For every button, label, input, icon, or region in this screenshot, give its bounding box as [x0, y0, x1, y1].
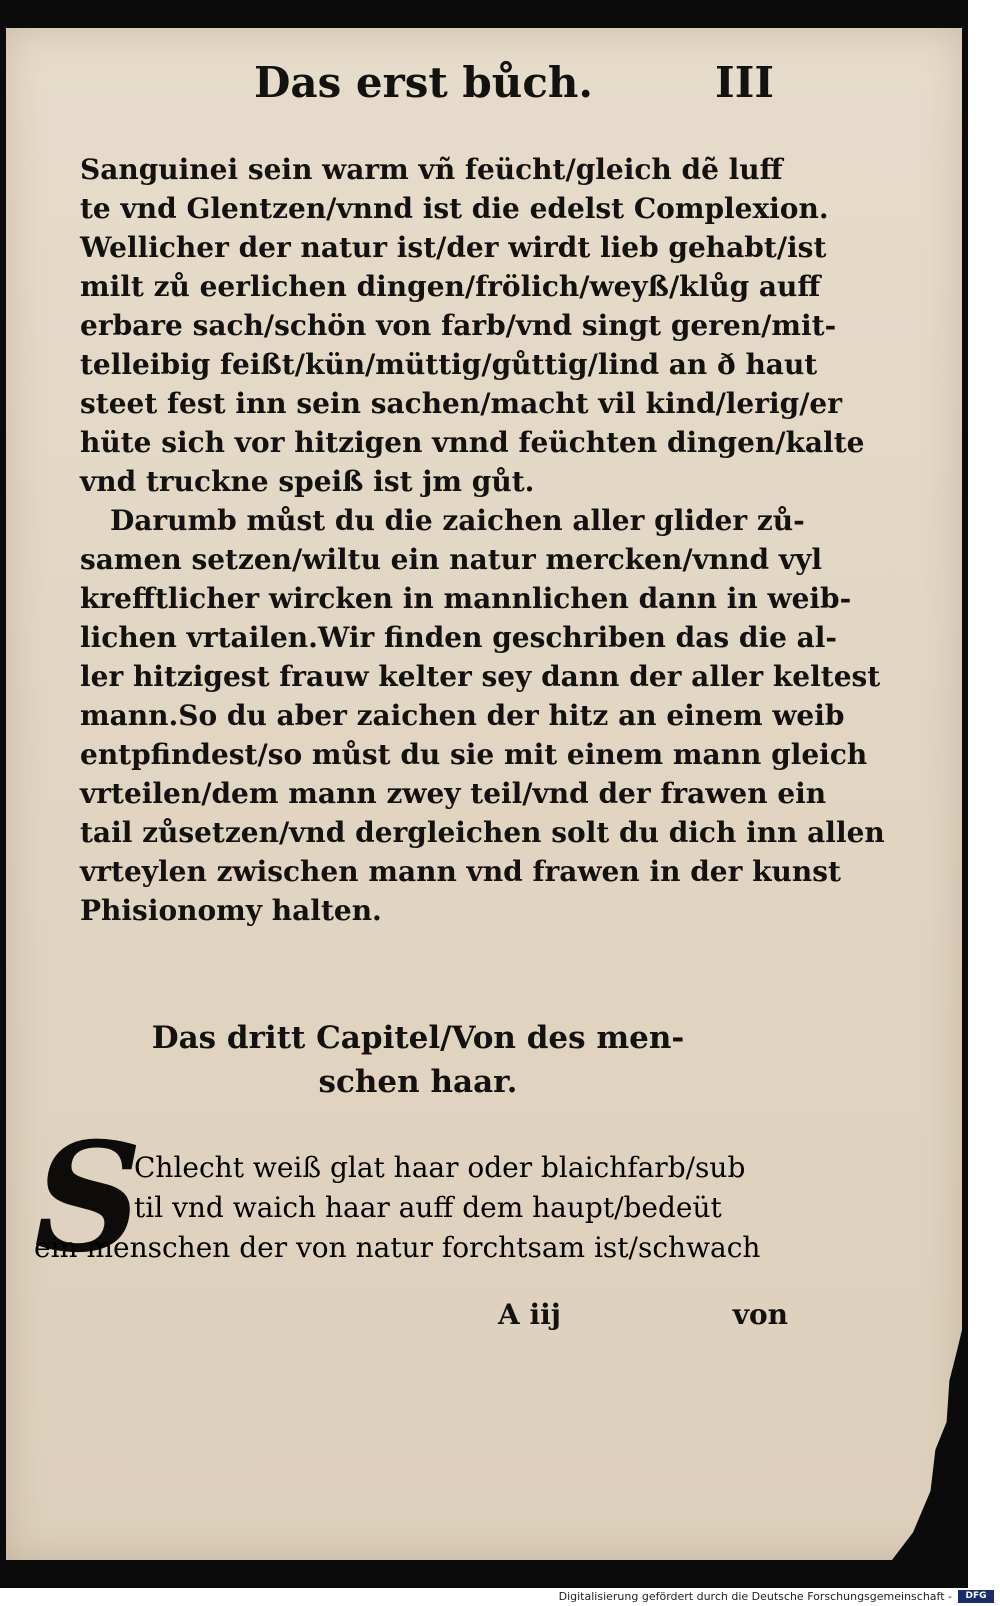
text-line: krefftlicher wircken in mannlichen dann in weib- — [80, 582, 852, 615]
text-line: ler hitzigest frauw kelter sey dann der aller keltest — [80, 660, 881, 693]
text-line: hüte sich vor hitzigen vnnd feüchten dingen/kalte — [80, 426, 865, 459]
text-line: Phisionomy halten. — [80, 894, 382, 927]
text-line: erbare sach/schön von farb/vnd singt geren/mit- — [80, 309, 837, 342]
text-line: lichen vrtailen.Wir finden geschriben das die al- — [80, 621, 838, 654]
chapter-heading-line: schen haar. — [318, 1064, 518, 1100]
text-line: vnd truckne speiß ist jm gůt. — [80, 465, 535, 498]
text-line: vrteilen/dem mann zwey teil/vnd der frawen ein — [80, 777, 827, 810]
text-line: steet fest inn sein sachen/macht vil kind/lerig/er — [80, 387, 843, 420]
text-line: telleibig feißt/kün/müttig/gůttig/lind an ð haut — [80, 348, 818, 381]
text-line: tail zůsetzen/vnd dergleichen solt du dich inn allen — [80, 816, 885, 849]
running-head-title: Das erst bůch. — [254, 58, 594, 107]
text-line: samen setzen/wiltu ein natur mercken/vnnd vyl — [80, 543, 823, 576]
torn-corner — [892, 1330, 962, 1560]
chapter-paragraph — [34, 1110, 824, 1318]
text-line: te vnd Glentzen/vnnd ist die edelst Complexion. — [80, 192, 829, 225]
chapter-heading — [108, 1016, 728, 1104]
signature-mark: A iij — [498, 1298, 561, 1331]
drop-cap-initial: S — [34, 1110, 143, 1286]
chapter-heading-line: Das dritt Capitel/Von des men- — [151, 1020, 685, 1056]
body-text — [34, 150, 885, 930]
folio-number: III — [715, 58, 774, 107]
running-head — [254, 58, 774, 118]
text-line: ein menschen der von natur forchtsam ist/schwach — [34, 1231, 761, 1264]
text-line: Darumb můst du die zaichen aller glider zů- — [110, 504, 805, 537]
text-line: Sanguinei sein warm vñ feücht/gleich dẽ luff — [80, 153, 783, 186]
text-line: mann.So du aber zaichen der hitz an einem weib — [80, 699, 845, 732]
text-line: Wellicher der natur ist/der wirdt lieb gehabt/ist — [80, 231, 827, 264]
credit-text: Digitalisierung gefördert durch die Deutsche Forschungsgemeinschaft - — [558, 1590, 952, 1603]
dfg-logo: DFG — [958, 1590, 994, 1603]
digitization-credit — [0, 1588, 1000, 1606]
catchword: von — [732, 1298, 788, 1331]
text-line: entpfindest/so můst du sie mit einem mann gleich — [80, 738, 868, 771]
text-line: til vnd waich haar auff dem haupt/bedeüt — [134, 1191, 722, 1224]
text-line: Chlecht weiß glat haar oder blaichfarb/sub — [134, 1151, 746, 1184]
text-line: vrteylen zwischen mann vnd frawen in der kunst — [80, 855, 841, 888]
text-line: milt zů eerlichen dingen/frölich/weyß/klůg auff — [80, 270, 821, 303]
signature-line — [498, 1298, 788, 1338]
